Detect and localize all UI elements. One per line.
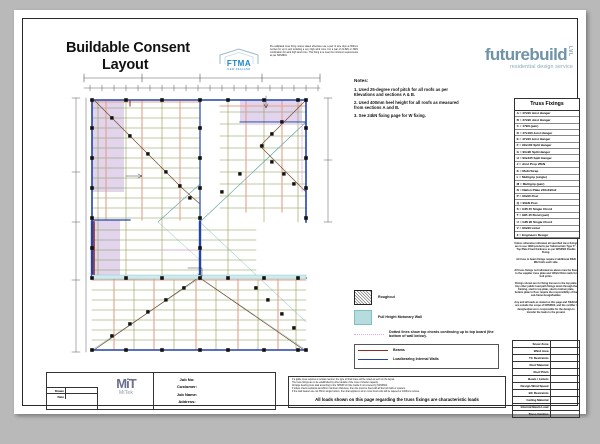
drawn-label: Drawn <box>47 388 66 393</box>
truss-fixing-row: C = 17kN (pair) <box>515 124 579 130</box>
truss-fixing-row: T = GIB 45 Bond (pair) <box>515 213 579 219</box>
spec-value[interactable] <box>551 411 579 417</box>
legend-row-roughcut <box>354 290 499 305</box>
spec-label: Truss Centres <box>513 411 551 417</box>
drawn-value[interactable] <box>66 388 97 393</box>
dimension-string-top <box>84 74 320 91</box>
date-value[interactable] <box>66 394 97 399</box>
spec-value[interactable] <box>551 348 579 354</box>
truss-fixing-row: H = 90x235 Split Hanger <box>515 155 579 161</box>
mitek-logo <box>103 377 149 396</box>
notes-block <box>354 78 464 120</box>
ftma-logo <box>217 48 261 74</box>
spec-row <box>513 369 579 376</box>
page-title-line1: Buildable Consent <box>66 40 190 56</box>
ftma-wordmark: FTMA <box>226 59 252 68</box>
bottom-disclaimer-block <box>288 376 506 408</box>
job-fields <box>157 376 217 406</box>
spec-label: Roof Pitch <box>513 369 551 375</box>
legend-row-loadbearing <box>358 357 495 361</box>
note-item: 1. Used 25-degree roof pitch for all roofs as per Elevations and sections A & B. <box>354 87 449 98</box>
spec-row <box>513 397 579 404</box>
truss-fixing-row: D = 47x190 Joist Hanger <box>515 130 579 136</box>
spec-label: Design Wind Speed <box>513 383 551 389</box>
spec-row <box>513 341 579 348</box>
bottom-disclaimer-bold: All loads shown on this page regarding the truss fixings are characteristic loads <box>315 396 479 402</box>
legend-row-dotted-chord <box>354 330 499 339</box>
legend-row-masonry <box>354 310 499 325</box>
truss-fixing-row: S = GIB 45 Single Chord <box>515 206 579 212</box>
roof-area-fill <box>92 220 120 278</box>
futurebuild-lvl-mark: LVL <box>567 46 573 57</box>
note-item: 3. See 24kN fixing page for W fixing. <box>354 112 426 118</box>
disclaimer-line: If others check restraints and 20mm minimum thickness, then the must be fixed with all the bolt nails or spacers. <box>292 387 406 390</box>
truss-fixings-rows <box>515 111 579 239</box>
futurebuild-logo <box>461 46 573 70</box>
truss-fixing-row: A = 47x90 Joist Hanger <box>515 111 579 117</box>
title-block-divider <box>97 387 98 409</box>
spec-row <box>513 355 579 362</box>
fixing-note: All truss to beam fixings require 2 additional 30kN M12 bolts each side. <box>516 258 576 265</box>
title-block <box>46 372 276 410</box>
truss-fixing-row: B = 47x90 Joist Hanger <box>515 117 579 123</box>
spec-row <box>513 362 579 369</box>
fixing-note: Unless otherwise indicated, all specified truss fixings are to use 12kN products per Substructure Type 'F' - Top Plate Fixed thickness as per NZS3604 Double Fixing. <box>514 242 578 255</box>
fixing-note: All truss fixings not indicated as above must be fixed to the supplier truss plate and 100x3.15mm nails for bolt joints. <box>514 268 578 278</box>
spec-row <box>513 383 579 390</box>
spec-row <box>513 404 579 411</box>
beam-line-swatch <box>358 350 388 351</box>
specification-table <box>512 340 580 418</box>
note-item: 2. Used 400mm heel height for all roofs as measured from sections A and B. <box>354 99 459 110</box>
address-label: Address: <box>178 399 196 405</box>
mitek-mark: MiT <box>116 376 136 391</box>
spec-label: Beam / Lintels <box>513 376 551 382</box>
date-label: Date <box>47 394 66 399</box>
futurebuild-wordmark <box>461 46 573 63</box>
fixing-note: Fixings shown are for fixing trusses to the top plate. Any other public load path fixings down through the framing, stud to top plate, stud to bottom plate, bottom plate to floor require the responsibility of the sub-frame design/builder. <box>514 281 578 298</box>
truss-fixing-row: Z = Engineers Design <box>515 232 579 238</box>
spec-row <box>513 411 579 418</box>
spec-row <box>513 390 579 397</box>
truss-fixing-row: G = 90x90 Split Hanger <box>515 149 579 155</box>
job-no-label: Job No: <box>179 377 195 382</box>
top-disclaimer-text: Pre-nailplated truss fixing unless stated otherwise use a pair of wire clips at 600mm centres for up to and including a very high wind zone. For a pair of 21.8kN or 30kN combination for wind high wind zone. This fixing is to meet the minimum requirements as per NZS3604. <box>270 46 358 57</box>
spec-row <box>513 348 579 355</box>
spec-value[interactable] <box>551 362 579 368</box>
truss-fixing-row: E = 47x90 Joist Hanger <box>515 136 579 142</box>
spec-value[interactable] <box>551 341 579 347</box>
spec-value[interactable] <box>551 383 579 389</box>
spec-label: BC Restraints <box>513 390 551 396</box>
customer-label: Customer: <box>176 384 197 390</box>
legend-row-beams <box>358 348 495 352</box>
spec-label: Ceiling Material <box>513 397 551 403</box>
drawn-date-group <box>47 387 97 399</box>
legend-label: Dotted lines show top chords continuing up to top board (the bottom of wall below). <box>389 330 494 339</box>
truss-member-group <box>106 100 282 350</box>
spec-value[interactable] <box>551 404 579 410</box>
truss-fixing-row: M = Multigrip (pair) <box>515 181 579 187</box>
truss-fixings-panel <box>514 98 580 239</box>
truss-fixing-row: K = Multi Strap <box>515 168 579 174</box>
disclaimer-line: If a gable truss requires a vertical member, the type of lintel brace will be noted as such on the layout. <box>292 379 395 381</box>
spec-value[interactable] <box>551 397 579 403</box>
mitek-wordmark: MiTek <box>118 390 134 396</box>
spec-label: Roof Material <box>513 362 551 368</box>
fixing-notes-block <box>514 242 578 318</box>
truss-fixing-row: P = 90x90 Post <box>515 194 579 200</box>
roof-area-fill <box>240 100 302 122</box>
truss-layout-drawing <box>70 72 340 362</box>
spec-label: Internal Beam Load <box>513 404 551 410</box>
disclaimer-line: The truss fixings are to be established by other details of the zone of shelter capacity. <box>292 381 379 384</box>
truss-fixings-heading: Truss Fixings <box>515 99 579 111</box>
spec-value[interactable] <box>551 390 579 396</box>
loadbearing-line-swatch <box>358 359 388 360</box>
drawing-sheet <box>14 10 586 414</box>
truss-fixing-row: F = 90x100 Split Hanger <box>515 143 579 149</box>
masonry-dot-swatch <box>354 310 372 325</box>
drawn-row <box>47 387 97 393</box>
disclaimer-line: If the load bearers are not 35mm single bottom, then that applies to all or cross bond units will be tapered or 1000mm centres. <box>292 390 420 393</box>
legend-label: Roughcut <box>378 295 395 300</box>
fixing-note: Any and all loads as stated on this page and 70kN kN are outside the scope of NZS3604, and the certifier / designer/person is responsible for the design to transfer the loads to the ground. <box>514 301 578 314</box>
spec-row <box>513 376 579 383</box>
truss-fixing-row: N = Nailon Plate 240x190x2 <box>515 187 579 193</box>
disclaimer-line: All large bearing truss load according to the NZS36 On-Site Guide if not covered by NZS3604. <box>292 384 388 387</box>
spec-value[interactable] <box>551 369 579 375</box>
bottom-disclaimer-lines <box>292 379 502 394</box>
truss-line-group <box>92 290 306 340</box>
futurebuild-tagline: residential design service <box>509 64 573 70</box>
legend-block <box>354 290 499 369</box>
legend-label: Full Height Motonary Wall <box>378 315 422 320</box>
page-title-line2: Layout <box>102 57 149 73</box>
truss-chord-group <box>98 100 298 350</box>
truss-line-group <box>220 112 306 208</box>
notes-heading: Notes: <box>354 78 369 83</box>
job-name-label: Job Name: <box>176 391 198 397</box>
truss-fixing-row: V = 90x90 Lintel <box>515 226 579 232</box>
futurebuild-name: futurebuild <box>484 45 567 64</box>
spec-value[interactable] <box>551 376 579 382</box>
legend-label: Beams <box>393 347 405 352</box>
spec-label: TC Restraints <box>513 355 551 361</box>
truss-fixing-row: Q = 90kN Post <box>515 200 579 206</box>
title-block-divider <box>153 373 154 409</box>
floor-plan-svg <box>70 72 340 362</box>
legend-boxed-group <box>354 344 499 369</box>
spec-label: Snow Zone <box>513 341 551 347</box>
dotted-pink-line-swatch <box>354 334 384 335</box>
truss-fixing-row: U = GIB 90 Single Chord <box>515 219 579 225</box>
ftma-sublabel: NEW ZEALAND <box>227 68 251 71</box>
roughcut-hatch-swatch <box>354 290 372 305</box>
spec-label: Wind Area <box>513 348 551 354</box>
spec-value[interactable] <box>551 355 579 361</box>
truss-fixing-row: L = Multigrip (single) <box>515 175 579 181</box>
dimension-string-left <box>72 98 86 352</box>
date-row <box>47 393 97 399</box>
legend-label: Loadbearing Internal Walls <box>393 357 439 362</box>
dimension-string-right <box>324 98 332 222</box>
truss-fixing-row: J = Joist Prop 25kN <box>515 162 579 168</box>
